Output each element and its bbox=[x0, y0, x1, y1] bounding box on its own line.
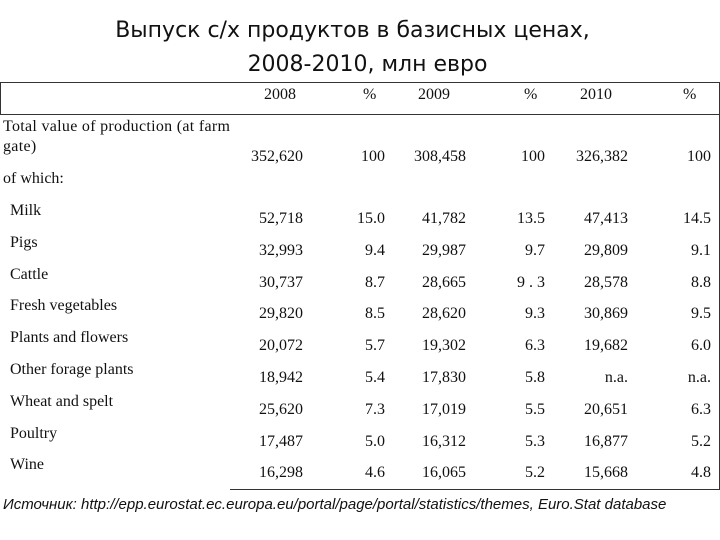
of-which-label: of which: bbox=[3, 170, 64, 187]
table-cell: 100 bbox=[687, 148, 711, 165]
table-cell: 29,820 bbox=[259, 305, 303, 323]
table-cell: 32,993 bbox=[259, 241, 303, 259]
table-cell: 19,682 bbox=[584, 337, 628, 355]
table-cell: 47,413 bbox=[584, 210, 628, 227]
table-cell: 100 bbox=[361, 148, 385, 165]
row-label: Cattle bbox=[10, 265, 49, 283]
total-row-label: Total value of production (at farm gate) bbox=[3, 118, 231, 155]
column-header: % bbox=[524, 86, 538, 103]
table-cell: 352,620 bbox=[251, 148, 303, 165]
table-cell: 100 bbox=[521, 148, 545, 165]
table-cell: 20,072 bbox=[259, 337, 303, 355]
table-top-rule bbox=[0, 82, 720, 83]
source-note: Источник: http://epp.eurostat.ec.europa.eu/portal/page/portal/statistics/themes, Euro.Stat database bbox=[3, 496, 667, 513]
table-cell: 6.3 bbox=[525, 337, 545, 355]
page-title bbox=[0, 14, 720, 82]
title-line-2: 2008-2010, млн евро bbox=[247, 52, 488, 77]
title-line-1: Выпуск с/х продуктов в базисных ценах, bbox=[115, 18, 590, 43]
table-cell: 5.7 bbox=[365, 337, 385, 355]
table-cell: 19,302 bbox=[422, 337, 466, 355]
table-cell: 13.5 bbox=[517, 210, 545, 227]
column-header: 2009 bbox=[418, 86, 450, 103]
table-cell: 15,668 bbox=[584, 464, 628, 482]
row-label: Wheat and spelt bbox=[10, 392, 114, 410]
table-cell: 4.8 bbox=[691, 464, 711, 482]
table-cell: 5.2 bbox=[691, 432, 711, 450]
table-cell: 5.3 bbox=[525, 432, 545, 450]
table-cell: 41,782 bbox=[422, 210, 466, 227]
table-cell: 30,737 bbox=[259, 273, 303, 291]
table-cell: 17,830 bbox=[422, 369, 466, 386]
table-cell: 5.5 bbox=[525, 400, 545, 418]
table-cell: 326,382 bbox=[576, 148, 628, 165]
table-cell: 6.3 bbox=[691, 400, 711, 418]
table-cell: 16,298 bbox=[259, 464, 303, 482]
column-header: % bbox=[683, 86, 697, 103]
column-header: 2008 bbox=[264, 86, 296, 103]
table-cell: 17,019 bbox=[422, 400, 466, 418]
table-cell: 16,065 bbox=[422, 464, 466, 482]
table-left-rule bbox=[0, 82, 1, 114]
table-cell: 5.8 bbox=[525, 369, 545, 386]
table-cell: 5.0 bbox=[365, 432, 385, 450]
table-cell: 28,578 bbox=[584, 273, 628, 291]
table-cell: 18,942 bbox=[259, 369, 303, 386]
row-label: Milk bbox=[10, 202, 42, 219]
table-cell: 16,312 bbox=[422, 432, 466, 450]
table-cell: 7.3 bbox=[365, 400, 385, 418]
header-bottom-rule bbox=[0, 114, 720, 115]
table-cell: 29,987 bbox=[422, 241, 466, 259]
table-cell: 28,620 bbox=[422, 305, 466, 323]
column-header: 2010 bbox=[580, 86, 612, 103]
table-cell: 9.7 bbox=[525, 241, 545, 259]
table-cell: 30,869 bbox=[584, 305, 628, 323]
table-cell: 9.4 bbox=[365, 241, 385, 259]
table-cell: 17,487 bbox=[259, 432, 303, 450]
table-cell: n.a. bbox=[604, 369, 628, 386]
row-label: Fresh vegetables bbox=[10, 297, 118, 315]
table-cell: 14.5 bbox=[683, 210, 711, 227]
table-cell: 52,718 bbox=[259, 210, 303, 227]
table-cell: 8.8 bbox=[691, 273, 711, 291]
row-label: Plants and flowers bbox=[10, 329, 129, 347]
table-cell: 8.7 bbox=[365, 273, 385, 291]
table-cell: 308,458 bbox=[414, 148, 466, 165]
row-label: Wine bbox=[10, 456, 45, 474]
table-cell: 9.1 bbox=[691, 241, 711, 259]
table-bottom-rule bbox=[230, 489, 720, 490]
table-cell: 25,620 bbox=[259, 400, 303, 418]
table-cell: 28,665 bbox=[422, 273, 466, 291]
table-cell: 16,877 bbox=[584, 432, 628, 450]
table-cell: 9 . 3 bbox=[517, 273, 545, 291]
table-cell: 4.6 bbox=[365, 464, 385, 482]
row-label: Poultry bbox=[10, 424, 58, 442]
table-cell: 29,809 bbox=[584, 241, 628, 259]
table-cell: 5.2 bbox=[525, 464, 545, 482]
table-cell: 9.5 bbox=[691, 305, 711, 323]
table-cell: 8.5 bbox=[365, 305, 385, 323]
table-cell: n.a. bbox=[687, 369, 711, 386]
table-cell: 15.0 bbox=[357, 210, 385, 227]
table-cell: 9.3 bbox=[525, 305, 545, 323]
column-header: % bbox=[363, 86, 377, 103]
row-label: Pigs bbox=[10, 233, 38, 251]
row-label: Other forage plants bbox=[10, 361, 134, 378]
table-cell: 5.4 bbox=[365, 369, 385, 386]
table-cell: 20,651 bbox=[584, 400, 628, 418]
table-cell: 6.0 bbox=[691, 337, 711, 355]
